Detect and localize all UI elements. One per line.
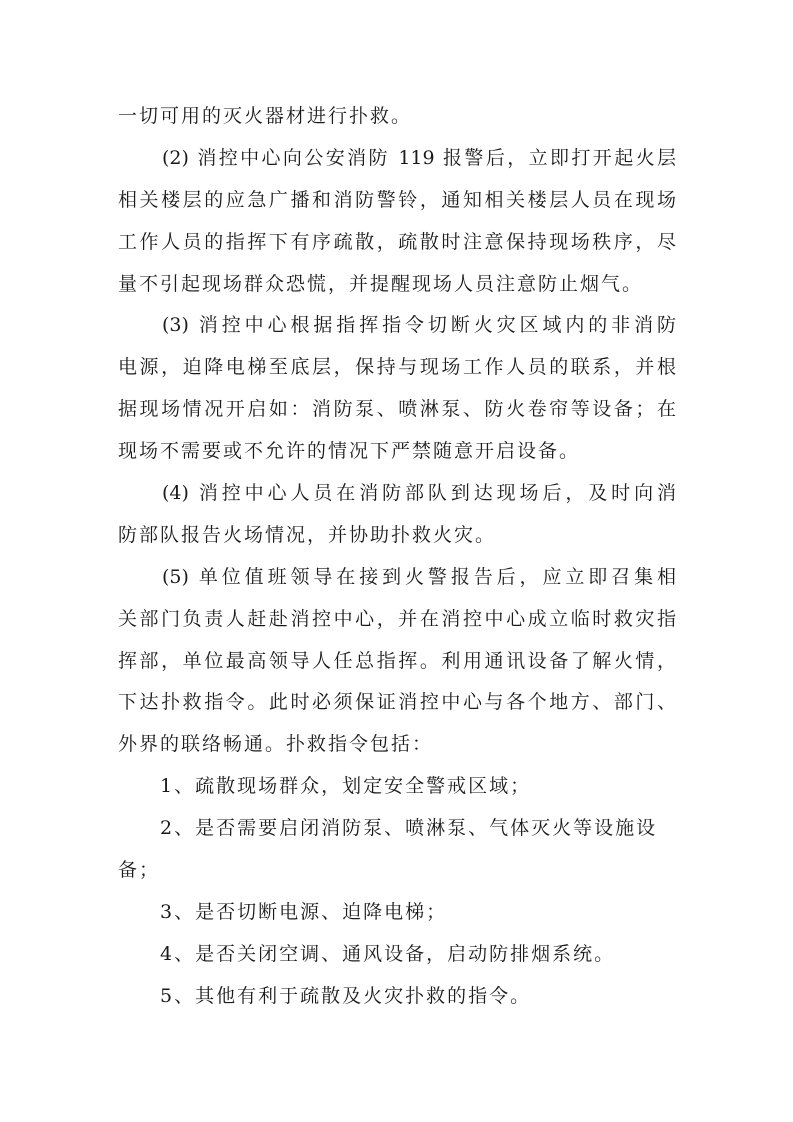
paragraph-line: 防部队报告火场情况，并协助扑救火灾。 — [118, 523, 497, 546]
list-item-4: 4、是否关闭空调、通风设备，启动防排烟系统。 — [160, 942, 616, 965]
list-item-5: 5、其他有利于疏散及火灾扑救的指令。 — [160, 984, 532, 1007]
paragraph-line: 外界的联络畅通。扑救指令包括： — [118, 733, 434, 756]
paragraph-line: 工作人员的指挥下有序疏散，疏散时注意保持现场秩序，尽 — [118, 230, 676, 253]
paragraph-line: 电源，迫降电梯至底层，保持与现场工作人员的联系，并根 — [118, 356, 676, 379]
document-page — [118, 96, 676, 1018]
paragraph-line: 量不引起现场群众恐慌，并提醒现场人员注意防止烟气。 — [118, 272, 644, 295]
paragraph-4-line: (4) 消控中心人员在消防部队到达现场后，及时向消 — [162, 482, 676, 505]
paragraph-line: 现场不需要或不允许的情况下严禁随意开启设备。 — [118, 440, 581, 463]
paragraph-3-line: (3) 消控中心根据指挥指令切断火灾区域内的非消防 — [162, 314, 676, 337]
paragraph-line: 下达扑救指令。此时必须保证消控中心与各个地方、部门、 — [118, 691, 676, 714]
paragraph-line: 一切可用的灭火器材进行扑救。 — [118, 105, 413, 127]
list-item-2-continuation: 备； — [118, 859, 161, 882]
list-item-3: 3、是否切断电源、迫降电梯； — [160, 900, 448, 923]
paragraph-line: 关部门负责人赶赴消控中心，并在消控中心成立临时救灾指 — [118, 607, 676, 630]
paragraph-line: 据现场情况开启如：消防泵、喷淋泵、防火卷帘等设备；在 — [118, 398, 676, 421]
paragraph-2-line: (2) 消控中心向公安消防 119 报警后，立即打开起火层 — [162, 146, 676, 169]
list-item-2: 2、是否需要启闭消防泵、喷淋泵、气体灭火等设施设 — [160, 817, 658, 840]
paragraph-5-line: (5) 单位值班领导在接到火警报告后，应立即召集相 — [162, 565, 676, 588]
paragraph-line: 相关楼层的应急广播和消防警铃，通知相关楼层人员在现场 — [118, 188, 676, 211]
list-item-1: 1、疏散现场群众，划定安全警戒区域； — [160, 775, 532, 798]
paragraph-line: 挥部，单位最高领导人任总指挥。利用通讯设备了解火情， — [118, 649, 676, 672]
